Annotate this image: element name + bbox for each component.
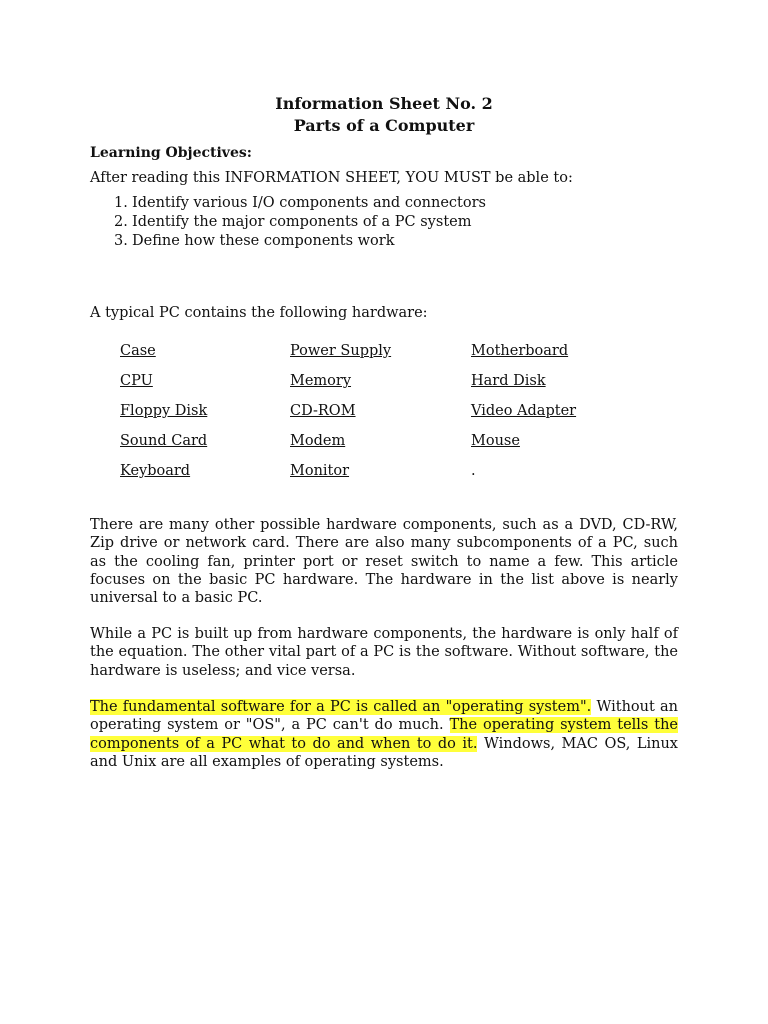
sheet-subtitle: Parts of a Computer (293, 116, 475, 135)
hardware-link[interactable]: Floppy Disk (120, 403, 208, 419)
hardware-link[interactable]: Mouse (471, 433, 520, 449)
hardware-link[interactable]: Hard Disk (471, 373, 546, 389)
hardware-trailing-dot: . (471, 463, 476, 479)
objectives-heading: Learning Objectives: (90, 145, 252, 161)
objective-text: Define how these components work (132, 233, 395, 249)
objective-item (90, 194, 486, 213)
hardware-link[interactable]: Memory (290, 373, 352, 389)
paragraph-other-components: There are many other possible hardware components, such as a DVD, CD-RW, Zip drive or network card. There are also many subcomponents of a PC, such as the cooling fan, printer port or reset switch to name a few. This article focuses on the basic PC hardware. The hardware in the list above is nearly universal to a basic PC. (90, 517, 678, 607)
hardware-link[interactable]: Video Adapter (471, 403, 577, 419)
objective-text: Identify various I/O components and connectors (132, 195, 486, 211)
objective-item (90, 232, 486, 251)
highlighted-text: The fundamental software for a PC is called an "operating system". (90, 699, 592, 715)
objective-item (90, 213, 486, 232)
objectives-intro: After reading this INFORMATION SHEET, YOU MUST be able to: (90, 170, 573, 186)
paragraph-text: Windows, MAC OS, Linux and Unix are all examples of operating systems. (90, 735, 678, 770)
hardware-row (120, 372, 660, 402)
objectives-list (90, 194, 486, 251)
objective-number: 3. (114, 233, 128, 249)
hardware-row (120, 432, 660, 462)
hardware-row (120, 402, 660, 432)
objective-number: 1. (114, 195, 128, 211)
highlighted-text: The operating system tells the components of a PC what to do and when to do it. (90, 717, 678, 752)
hardware-link[interactable]: Motherboard (471, 343, 569, 359)
objective-text: Identify the major components of a PC system (132, 214, 472, 230)
hardware-link[interactable]: Case (120, 343, 156, 359)
paragraph-text: Without an operating system or "OS", a PC can't do much. (90, 699, 678, 734)
hardware-intro: A typical PC contains the following hardware: (90, 305, 428, 321)
hardware-link[interactable]: CD-ROM (290, 403, 356, 419)
hardware-link[interactable]: Power Supply (290, 343, 392, 359)
hardware-link[interactable]: Monitor (290, 463, 350, 479)
sheet-title: Information Sheet No. 2 (275, 94, 493, 113)
paragraph-operating-system (90, 698, 678, 771)
hardware-row (120, 462, 660, 492)
objective-number: 2. (114, 214, 128, 230)
hardware-grid (120, 342, 660, 492)
hardware-link[interactable]: Sound Card (120, 433, 208, 449)
hardware-link[interactable]: Modem (290, 433, 346, 449)
hardware-link[interactable]: CPU (120, 373, 153, 389)
hardware-row (120, 342, 660, 372)
hardware-link[interactable]: Keyboard (120, 463, 191, 479)
paragraph-hardware-software: While a PC is built up from hardware components, the hardware is only half of the equation. The other vital part of a PC is the software. Without software, the hardware is useless; and vice versa. (90, 626, 678, 679)
